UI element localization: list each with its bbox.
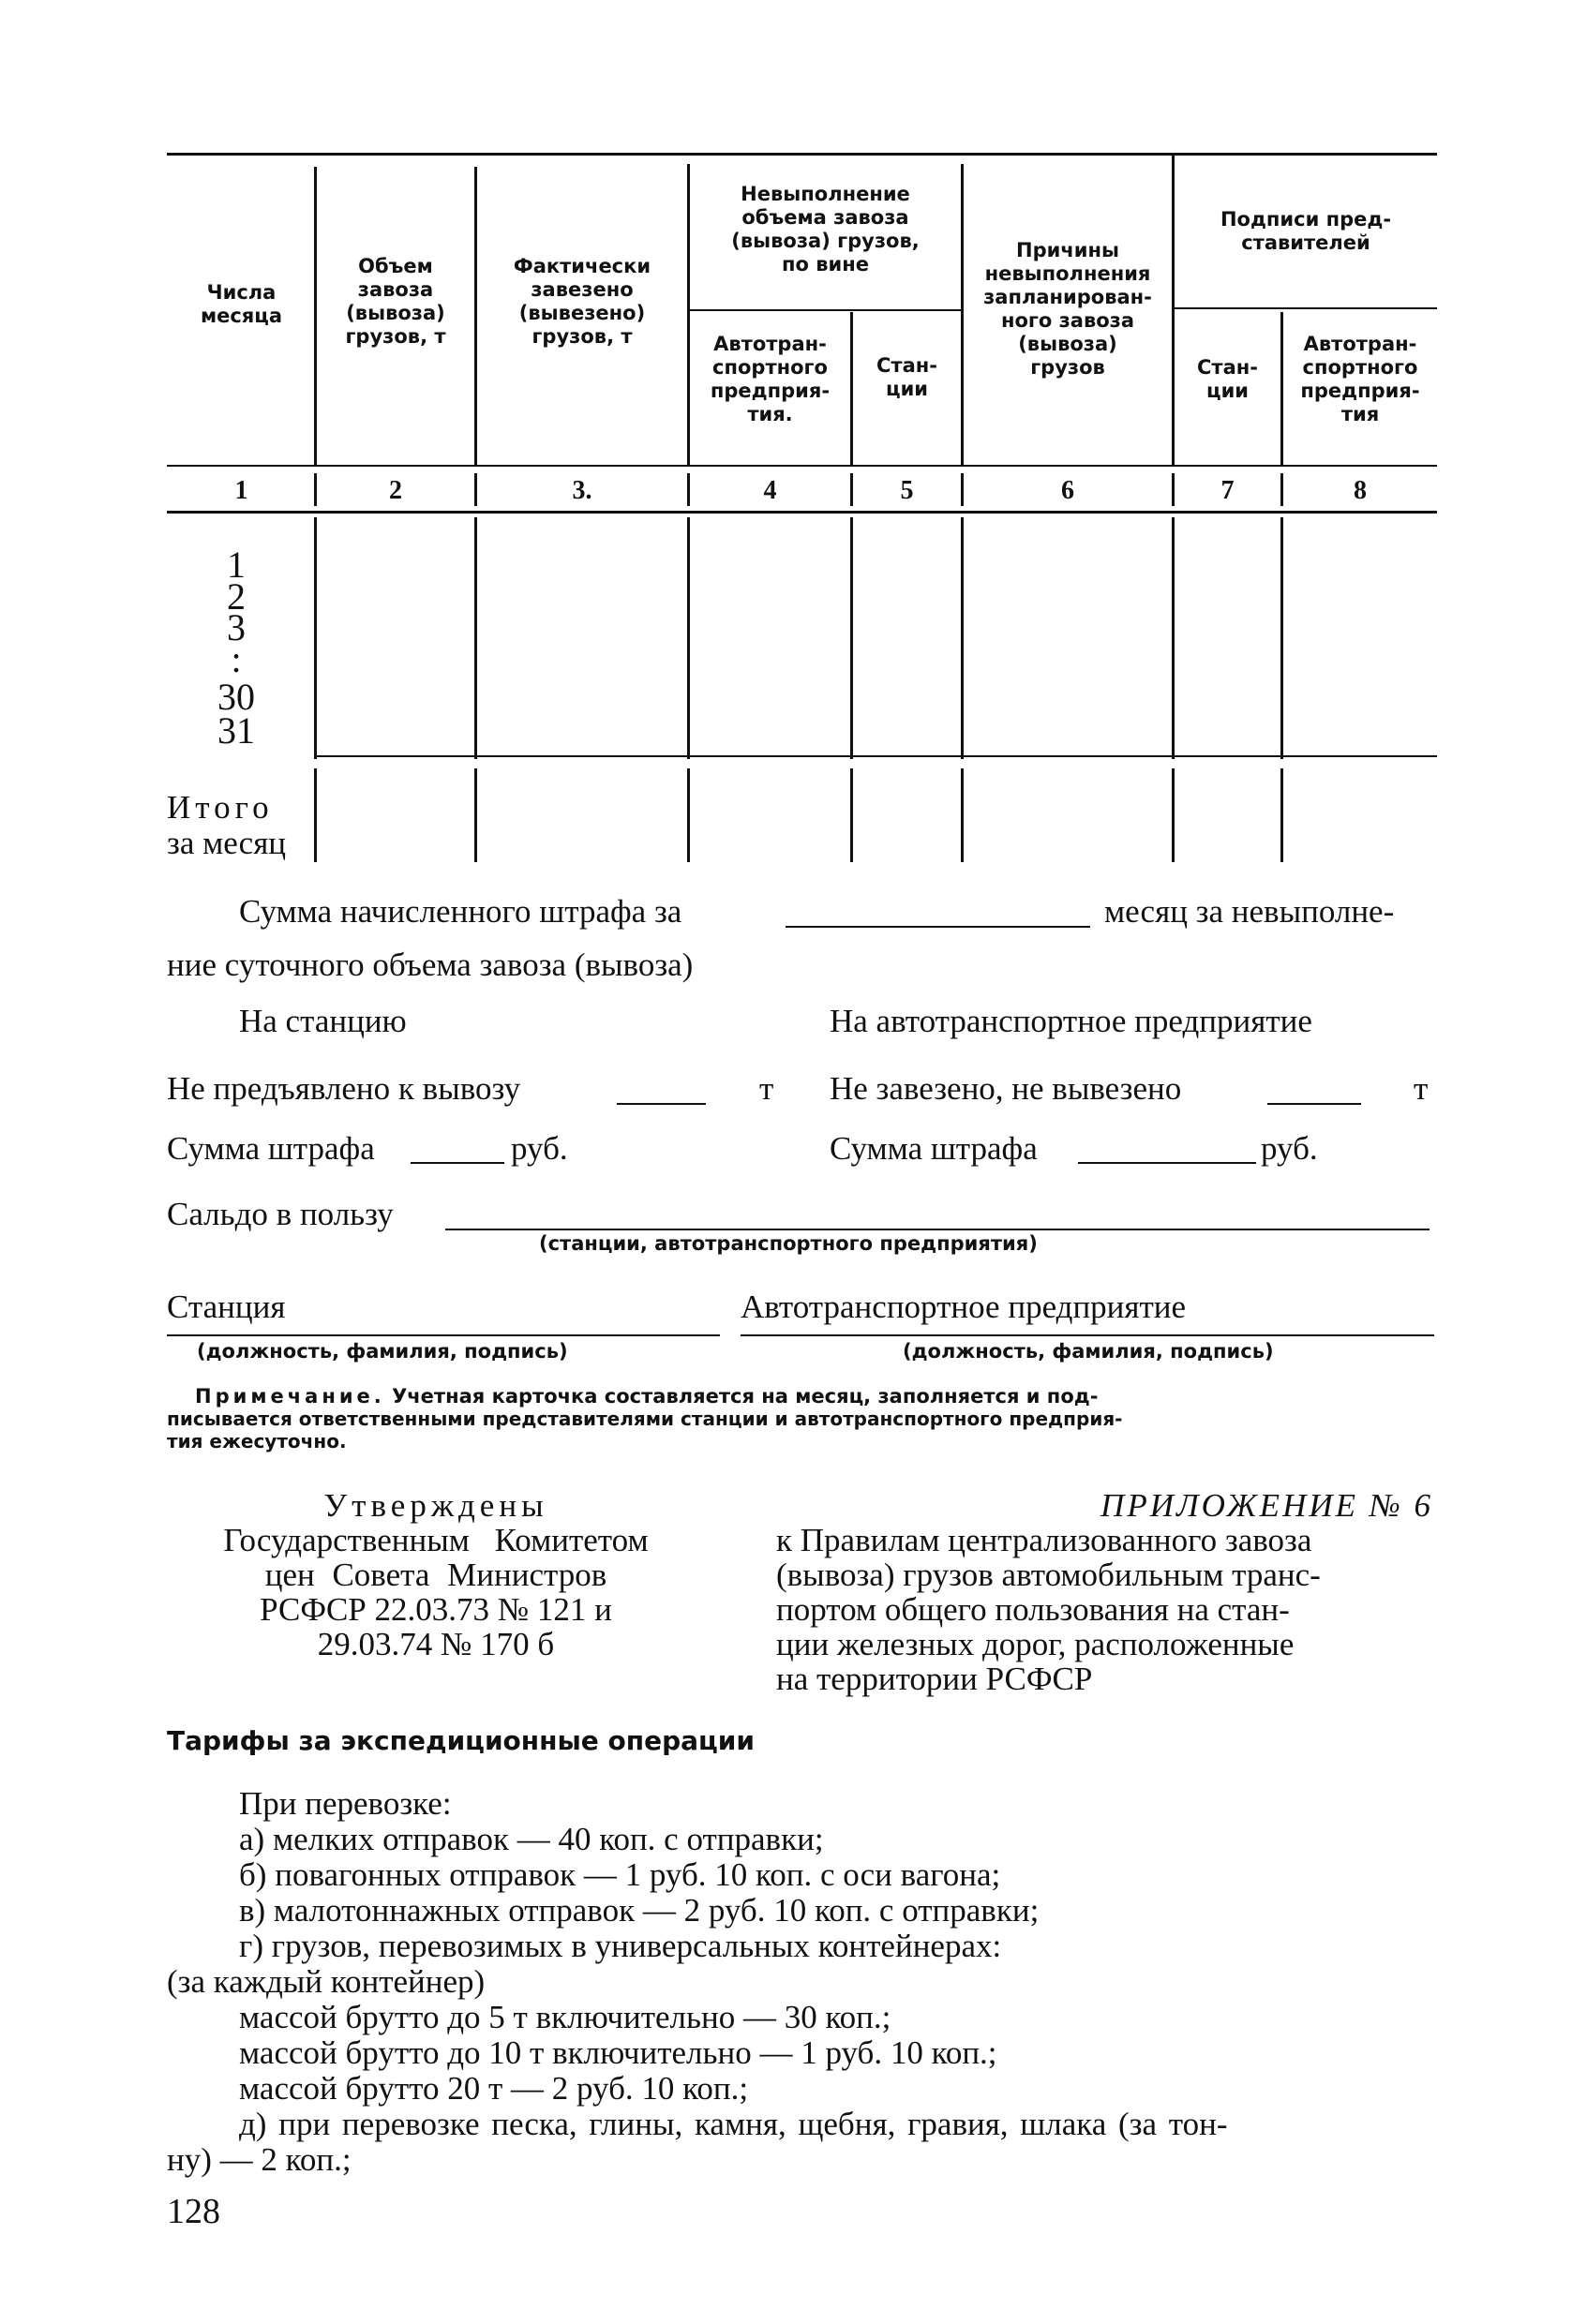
tariff-line: г) грузов, перевозимых в универсальных контейнерах: xyxy=(239,1928,1002,1964)
tariff-line: а) мелких отправок — 40 коп. с отправки; xyxy=(239,1821,824,1857)
note-text: Учетная карточка составляется на месяц, заполняется и под- xyxy=(392,1385,1099,1408)
enterprise-tons-unit: т xyxy=(1414,1070,1429,1107)
enterprise-tons-blank xyxy=(1267,1103,1361,1105)
tariffs-heading: Тарифы за экспедиционные операции xyxy=(167,1725,756,1756)
enterprise-heading: На автотранспортное предприятие xyxy=(830,1003,1312,1039)
column-number: 5 xyxy=(900,476,914,505)
table-vline xyxy=(961,517,964,759)
day-number: 31 xyxy=(217,709,255,752)
table-vline xyxy=(1172,517,1175,759)
appendix-title: ПРИЛОЖЕНИЕ № 6 xyxy=(1100,1487,1433,1524)
day-number: 3 xyxy=(227,606,246,648)
tariff-line: в) малотоннажных отправок — 2 руб. 10 коп. с отправки; xyxy=(239,1892,1040,1929)
station-heading: На станцию xyxy=(239,1003,407,1039)
day-number: : xyxy=(231,638,242,680)
header-enterprise-signature: Автотран- спортного предприя- тия xyxy=(1300,333,1420,425)
enterprise-fine-label: Сумма штрафа xyxy=(830,1130,1038,1167)
total-period-label: за месяц xyxy=(167,825,287,861)
fine-text-part2: месяц за невыполне- xyxy=(1104,893,1395,930)
day-number: 1 xyxy=(227,544,246,586)
header-reasons: Причины невыполнения запланирован- ного завоза (вывоза) грузов xyxy=(983,239,1152,379)
balance-caption: (станции, автотранспортного предприятия) xyxy=(539,1232,1038,1255)
table-vline xyxy=(850,517,853,759)
station-signature-label: Станция xyxy=(167,1289,286,1325)
station-signature-caption: (должность, фамилия, подпись) xyxy=(197,1340,568,1363)
enterprise-fine-blank xyxy=(1078,1162,1256,1164)
table-body-rule xyxy=(314,755,1437,757)
tariff-line: ну) — 2 коп.; xyxy=(167,2141,352,2178)
header-enterprise-fault: Автотран- спортного предприя- тия. xyxy=(710,333,831,425)
table-top-rule xyxy=(167,153,1437,156)
enterprise-signature-blank xyxy=(741,1334,1434,1336)
station-tons-unit: т xyxy=(759,1070,774,1107)
approval-line: Государственным Комитетом xyxy=(223,1522,649,1558)
station-not-presented-label: Не предъявлено к вывозу xyxy=(167,1070,521,1107)
balance-label: Сальдо в пользу xyxy=(167,1196,394,1232)
tariff-line: д) при перевозке песка, глины, камня, щебня, гравия, шлака (за тон- xyxy=(239,2106,1228,2142)
header-volume: Объем завоза (вывоза) грузов, т xyxy=(345,255,446,348)
approval-line: цен Совета Министров xyxy=(264,1557,607,1593)
table-vline xyxy=(961,768,964,862)
header-signatures-group: Подписи пред- ставителей xyxy=(1220,208,1392,254)
appendix-line: портом общего пользования на стан- xyxy=(776,1591,1290,1628)
column-number: 7 xyxy=(1220,476,1235,505)
page-number: 128 xyxy=(167,2192,220,2231)
month-blank xyxy=(786,926,1090,928)
header-station-signature: Стан- ции xyxy=(1197,356,1258,402)
header-station-fault: Стан- ции xyxy=(876,354,937,400)
note-prefix: Примечание. xyxy=(195,1385,385,1408)
table-vline xyxy=(1172,155,1175,467)
appendix-line: на территории РСФСР xyxy=(776,1661,1093,1697)
approval-line: РСФСР 22.03.73 № 121 и xyxy=(260,1591,612,1628)
station-fine-blank xyxy=(411,1162,504,1164)
header-actual: Фактически завезено (вывезено) грузов, т xyxy=(513,255,651,348)
tariff-line: б) повагонных отправок — 1 руб. 10 коп. с оси вагона; xyxy=(239,1856,1001,1893)
appendix-line: (вывоза) грузов автомобильным транс- xyxy=(776,1557,1321,1593)
header-day-of-month: Числа месяца xyxy=(200,281,283,327)
approval-line: Утверждены xyxy=(323,1487,548,1524)
station-fine-unit: руб. xyxy=(511,1130,568,1167)
note-line: писывается ответственными представителями станции и автотранспортного предприя- xyxy=(167,1408,1123,1430)
table-group-rule xyxy=(1175,307,1437,309)
column-number: 2 xyxy=(389,476,402,505)
table-numbers-rule xyxy=(167,511,1437,514)
table-vline xyxy=(314,768,317,862)
table-vline xyxy=(850,768,853,862)
station-tons-blank xyxy=(617,1103,706,1105)
tariff-line: массой брутто до 10 т включительно — 1 руб. 10 коп.; xyxy=(239,2034,997,2071)
appendix-line: ции железных дорог, расположенные xyxy=(776,1626,1295,1662)
enterprise-not-delivered-label: Не завезено, не вывезено xyxy=(830,1070,1182,1107)
day-number: 2 xyxy=(227,575,246,618)
table-group-rule xyxy=(690,309,961,311)
enterprise-fine-unit: руб. xyxy=(1261,1130,1318,1167)
table-vline xyxy=(1280,517,1283,759)
station-signature-blank xyxy=(167,1334,720,1336)
appendix-line: к Правилам централизованного завоза xyxy=(776,1522,1312,1558)
table-vline xyxy=(314,517,317,759)
column-number: 8 xyxy=(1354,476,1367,505)
table-vline xyxy=(1172,768,1175,862)
column-number: 4 xyxy=(763,476,777,505)
column-number: 6 xyxy=(1061,476,1074,505)
table-vline xyxy=(687,517,690,759)
total-label: Итого xyxy=(167,789,274,826)
table-header-rule xyxy=(167,465,1437,467)
header-nonfulfilment-group: Невыполнение объема завоза (вывоза) грузов, по вине xyxy=(731,183,920,276)
enterprise-signature-caption: (должность, фамилия, подпись) xyxy=(903,1340,1274,1363)
approval-line: 29.03.74 № 170 б xyxy=(317,1626,555,1662)
table-vline xyxy=(474,517,477,759)
column-number: 1 xyxy=(234,476,248,505)
balance-blank xyxy=(445,1229,1430,1230)
table-vline xyxy=(1280,768,1283,862)
fine-text-part1: Сумма начисленного штрафа за xyxy=(239,893,682,930)
enterprise-signature-label: Автотранспортное предприятие xyxy=(741,1289,1187,1325)
tariff-line: массой брутто до 5 т включительно — 30 коп.; xyxy=(239,1999,891,2035)
fine-text-line2: ние суточного объема завоза (вывоза) xyxy=(167,946,694,983)
station-fine-label: Сумма штрафа xyxy=(167,1130,375,1167)
column-number: 3. xyxy=(572,476,592,505)
table-vline xyxy=(687,768,690,862)
table-vline xyxy=(474,768,477,862)
tariff-line: При перевозке: xyxy=(239,1785,452,1822)
note-line: тия ежесуточно. xyxy=(167,1430,347,1452)
note-line xyxy=(195,1385,1098,1408)
tariff-line: (за каждый контейнер) xyxy=(167,1963,486,2000)
day-number: 30 xyxy=(217,676,255,718)
tariff-line: массой брутто 20 т — 2 руб. 10 коп.; xyxy=(239,2070,749,2107)
